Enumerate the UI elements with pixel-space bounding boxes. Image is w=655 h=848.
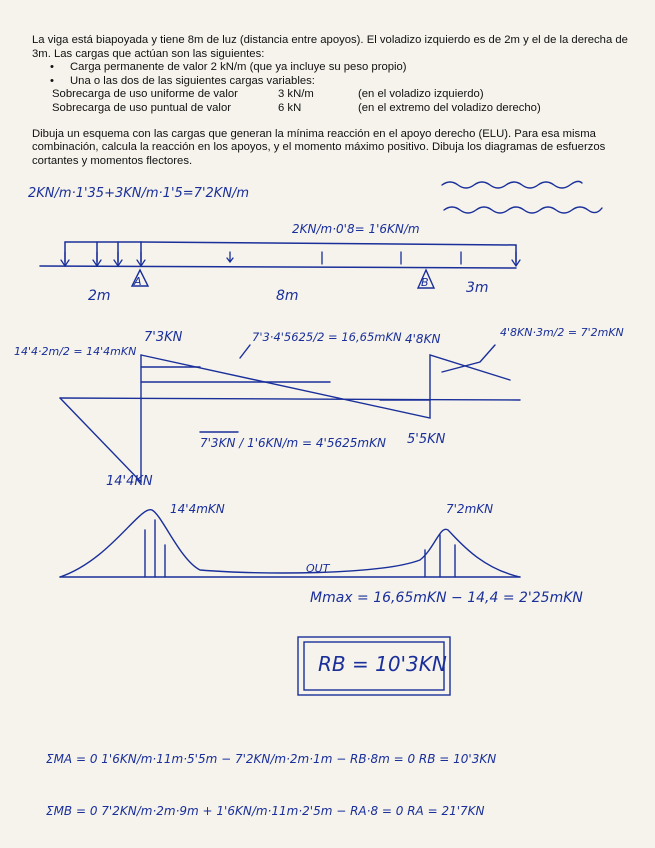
support-a-label: A [134, 275, 142, 288]
span-left-label: 2m [88, 288, 111, 304]
task-paragraph: Dibuja un esquema con las cargas que generan la mínima reacción en el apoyo derecho (ELU). Para esa misma combinación, calcula la reacción en los apoyos, y el momento máximo positivo. Dibuja los diagramas de esfuerzos cortantes y momentos flectores. [32, 127, 606, 167]
moment-equation-a: ΣMA = 0 1'6KN/m·11m·5'5m − 7'2KN/m·2m·1m − RB·8m = 0 RB = 10'3KN [46, 752, 497, 766]
permanent-load-item: • Carga permanente de valor 2 kN/m (que ya incluye su peso propio) [50, 61, 632, 75]
load-value: 6 kN [278, 101, 302, 114]
moment-max-label: Mmax = 16,65mKN − 14,4 = 2'25mKN [310, 590, 583, 606]
moment-diagram [60, 510, 520, 577]
shear-left-bottom-label: 14'4KN [106, 474, 153, 489]
moment-mid-label: OUT [306, 562, 330, 575]
variable-load-item: • Una o las dos de las siguientes cargas variables: [50, 75, 632, 89]
load-value: 3 kN/m [278, 88, 314, 101]
span-right-label: 3m [466, 280, 489, 296]
span-mid-label: 8m [276, 288, 299, 304]
moment-b-label: 7'2mKN [446, 502, 494, 516]
shear-b-bottom-label: 5'5KN [407, 432, 446, 447]
shear-zero-calc: 7'3KN / 1'6KN/m = 4'5625mKN [200, 436, 386, 450]
beam [40, 242, 516, 268]
load-name: Sobrecarga de uso puntual de valor [52, 101, 231, 114]
shear-b-top-label: 4'8KN [405, 332, 441, 346]
load-location: (en el extremo del voladizo derecho) [358, 101, 541, 114]
load-name: Sobrecarga de uso uniforme de valor [52, 88, 238, 101]
moment-a-label: 14'4mKN [170, 502, 225, 516]
shear-right-calc: 4'8KN·3m/2 = 7'2mKN [500, 326, 624, 339]
load-arrow [61, 252, 520, 266]
shear-diagram [60, 345, 520, 482]
shear-mid-calc: 7'3·4'5625/2 = 16,65mKN [252, 330, 402, 344]
scribble-line [442, 181, 582, 188]
load-left-label: 2KN/m·1'35+3KN/m·1'5=7'2KN/m [28, 186, 250, 201]
moment-equation-b: ΣMB = 0 7'2KN/m·2m·9m + 1'6KN/m·11m·2'5m − RA·8 = 0 RA = 21'7KN [46, 804, 485, 818]
load-right-label: 2KN/m·0'8= 1'6KN/m [292, 222, 420, 236]
support-b-label: B [421, 276, 429, 289]
intro-paragraph: La viga está biapoyada y tiene 8m de luz (distancia entre apoyos). El voladizo izquierdo es de 2m y el de la derecha de 3m. Las cargas que actúan son las siguientes: [32, 34, 628, 60]
rb-result: RB = 10'3KN [318, 652, 447, 676]
shear-a-top-label: 7'3KN [144, 330, 183, 345]
scribble-line [444, 207, 602, 213]
shear-left-calc: 14'4·2m/2 = 14'4mKN [14, 345, 137, 358]
load-location: (en el voladizo izquierdo) [358, 88, 484, 101]
